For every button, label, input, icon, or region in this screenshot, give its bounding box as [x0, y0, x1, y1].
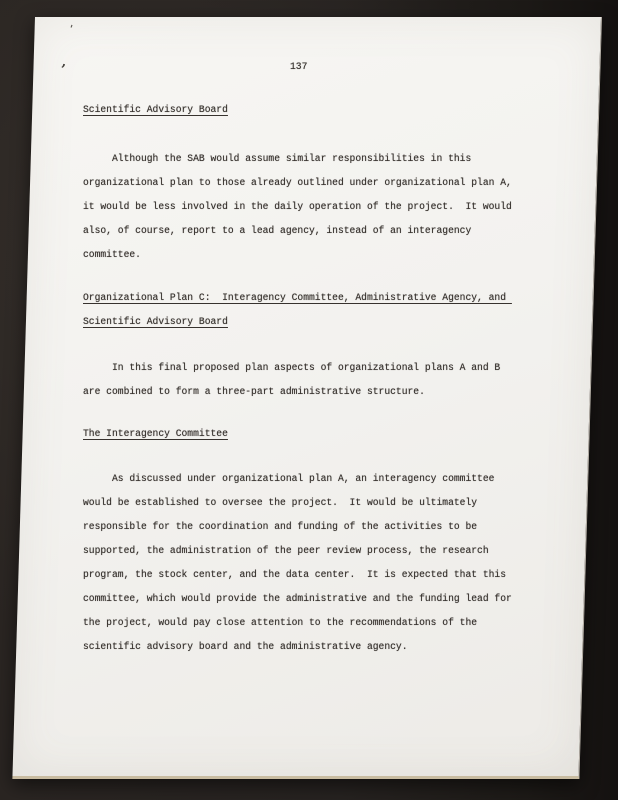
text-line: program, the stock center, and the data center. It is expected that this — [83, 569, 507, 580]
text-line: the project, would pay close attention to the recommendations of the — [83, 617, 478, 628]
page-number: 137 — [290, 61, 308, 72]
text-line: it would be less involved in the daily operation of the project. It would — [83, 201, 512, 212]
paragraph-sab-responsibilities — [83, 147, 512, 267]
text-line: committee, which would provide the administrative and the funding lead for — [83, 593, 512, 604]
heading-text: Scientific Advisory Board — [83, 104, 228, 115]
heading-text: The Interagency Committee — [83, 428, 228, 439]
text-line: In this final proposed plan aspects of organizational plans A and B — [83, 362, 501, 373]
text-line: supported, the administration of the peer review process, the research — [83, 545, 489, 556]
pen-mark: ' — [67, 23, 74, 36]
heading-text: Organizational Plan C: Interagency Committee, Administrative Agency, and — [83, 292, 512, 303]
text-line: also, of course, report to a lead agency, instead of an interagency — [83, 225, 472, 236]
text-line: committee. — [83, 249, 141, 260]
paragraph-interagency-committee — [83, 467, 512, 659]
heading-scientific-advisory-board — [83, 98, 228, 122]
text-line: scientific advisory board and the administrative agency. — [83, 641, 408, 652]
text-line: As discussed under organizational plan A, an interagency committee — [83, 473, 495, 484]
text-line: would be established to oversee the project. It would be ultimately — [83, 497, 478, 508]
text-line: responsible for the coordination and funding of the activities to be — [83, 521, 478, 532]
heading-text: Scientific Advisory Board — [83, 316, 228, 327]
text-line: Although the SAB would assume similar responsibilities in this — [83, 153, 472, 164]
text-line: organizational plan to those already outlined under organizational plan A, — [83, 177, 512, 188]
pen-mark: , — [60, 54, 68, 71]
text-line: are combined to form a three-part administrative structure. — [83, 386, 425, 397]
paragraph-plan-c-intro — [83, 356, 500, 404]
heading-interagency-committee — [83, 422, 228, 446]
heading-organizational-plan-c — [83, 286, 512, 334]
